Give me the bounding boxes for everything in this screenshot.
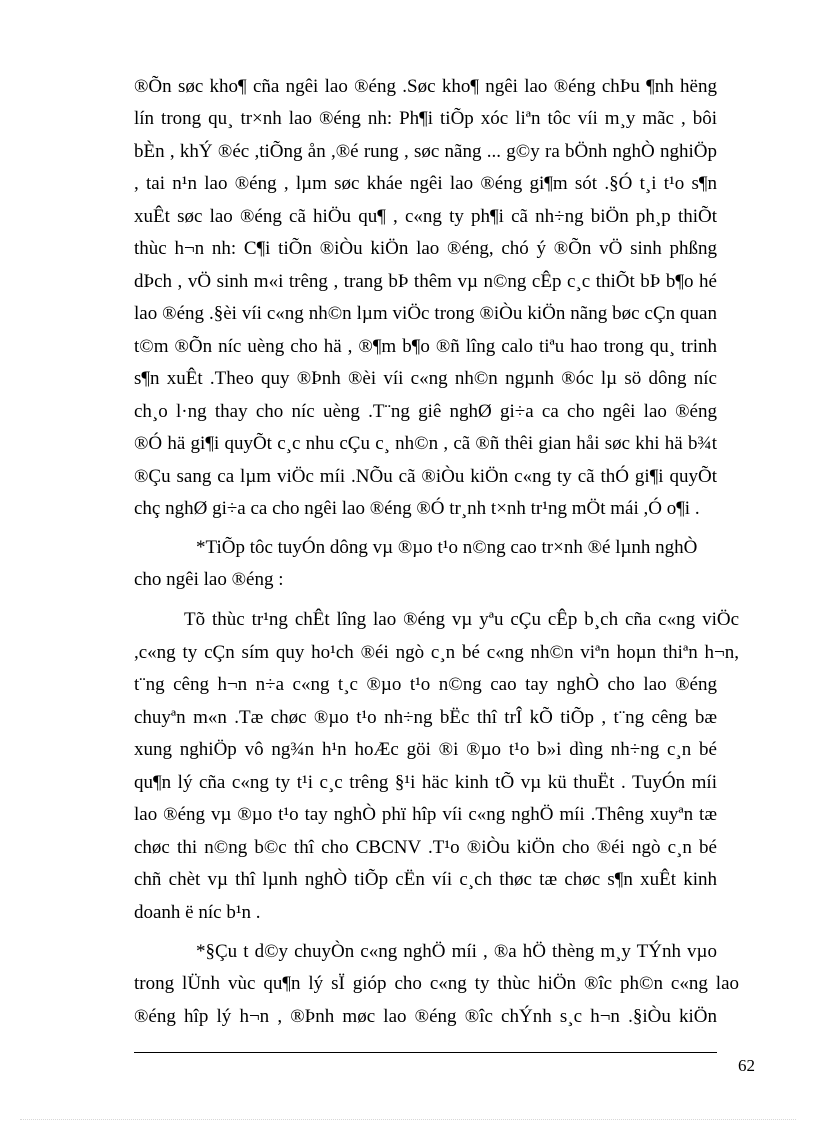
text-line: , tai n¹n lao ®éng , lµm søc kháe ngêi lao ®éng gi¶m sót .§Ó t¸i t¹o s¶n [134, 173, 717, 194]
page-number: 62 [738, 1056, 755, 1075]
text-line: thùc h¬n nh: C¶i tiÕn ®iÒu kiÖn lao ®éng, chó ý ®Õn vÖ sinh phßng [134, 238, 717, 259]
text-line: bÈn , khÝ ®éc ,tiÕng ån ,®é rung , søc nãng ... g©y ra bÖnh nghÒ nghiÖp [134, 141, 717, 162]
text-line: ®Çu sang ca lµm viÖc míi .NÕu cã ®iÒu kiÖn c«ng ty cã thÓ gi¶i quyÕt [134, 466, 717, 487]
text-line: qu¶n lý cña c«ng ty t¹i c¸c trêng §¹i häc kinh tÕ vµ kü thuËt . TuyÓn míi [134, 772, 717, 793]
text-line: lín trong qu¸ tr×nh lao ®éng nh: Ph¶i tiÕp xóc liªn tôc víi m¸y mãc , bôi [134, 108, 717, 129]
text-line: ®éng hîp lý h¬n , ®Þnh møc lao ®éng ®îc chÝnh s¸c h¬n .§iÒu kiÖn [134, 1006, 717, 1027]
text-line: doanh ë níc b¹n . [134, 902, 261, 923]
section-heading-line: *TiÕp tôc tuyÓn dông vµ ®µo t¹o n©ng cao tr×nh ®é lµnh nghÒ [196, 537, 698, 558]
page-bottom-edge [20, 1119, 796, 1120]
text-line: chñ chèt vµ thî lµnh nghÒ tiÕp cËn víi c¸ch thøc tæ chøc s¶n xuÊt kinh [134, 869, 717, 890]
text-line: chç nghØ gi÷a ca cho ngêi lao ®éng ®Ó tr¸nh t×nh tr¹ng mÖt mái ,Ó o¶i . [134, 498, 700, 519]
footer-divider [134, 1052, 717, 1053]
text-line: s¶n xuÊt .Theo quy ®Þnh ®èi víi c«ng nh©n ngµnh ®óc lµ sö dông níc [134, 368, 717, 389]
text-line: ®Õn søc kho¶ cña ngêi lao ®éng .Søc kho¶ ngêi lao ®éng chÞu ¶nh hëng [134, 76, 717, 97]
text-line: trong lÜnh vùc qu¶n lý sÏ gióp cho c«ng ty thùc hiÖn ®îc ph©n c«ng lao [134, 973, 739, 994]
text-line: t¨ng cêng h¬n n÷a c«ng t¸c ®µo t¹o n©ng cao tay nghÒ cho lao ®éng [134, 674, 717, 695]
text-line: Tõ thùc tr¹ng chÊt lîng lao ®éng vµ yªu cÇu cÊp b¸ch cña c«ng viÖc [184, 609, 739, 630]
text-line: lao ®éng .§èi víi c«ng nh©n lµm viÖc trong ®iÒu kiÖn nãng bøc cÇn quan [134, 303, 717, 324]
text-line: chøc thi n©ng b©c thî cho CBCNV .T¹o ®iÒu kiÖn cho ®éi ngò c¸n bé [134, 837, 717, 858]
text-line: xung nghiÖp vô ng¾n h¹n hoÆc göi ®i ®µo t¹o b»i dìng nh÷ng c¸n bé [134, 739, 717, 760]
text-line: *§Çu t d©y chuyÒn c«ng nghÖ míi , ®a hÖ thèng m¸y TÝnh vµo [196, 941, 717, 962]
text-line: ®Ó hä gi¶i quyÕt c¸c nhu cÇu c¸ nh©n , cã ®ñ thêi gian håi søc khi hä b¾t [134, 433, 717, 454]
text-line: ch¸o l·ng thay cho níc uèng .T¨ng giê nghØ gi÷a ca cho ngêi lao ®éng [134, 401, 717, 422]
text-line: t©m ®Õn níc uèng cho hä , ®¶m b¶o ®ñ lîng calo tiªu hao trong qu¸ trinh [134, 336, 717, 357]
text-line: xuÊt søc lao ®éng cã hiÖu qu¶ , c«ng ty ph¶i cã nh÷ng biÖn ph¸p thiÕt [134, 206, 717, 227]
text-line: lao ®éng vµ ®µo t¹o tay nghÒ phï hîp víi c«ng nghÖ míi .Thêng xuyªn tæ [134, 804, 717, 825]
text-line: chuyªn m«n .Tæ chøc ®µo t¹o nh÷ng bËc thî trÎ kÕ tiÕp , t¨ng cêng bæ [134, 707, 717, 728]
text-line: dÞch , vÖ sinh m«i trêng , trang bÞ thêm vµ n©ng cÊp c¸c thiÕt bÞ b¶o hé [134, 271, 717, 292]
section-heading-line: cho ngêi lao ®éng : [134, 569, 284, 590]
text-line: ,c«ng ty cÇn sím quy ho¹ch ®éi ngò c¸n bé c«ng nh©n viªn hoµn thiªn h¬n, [134, 642, 739, 663]
